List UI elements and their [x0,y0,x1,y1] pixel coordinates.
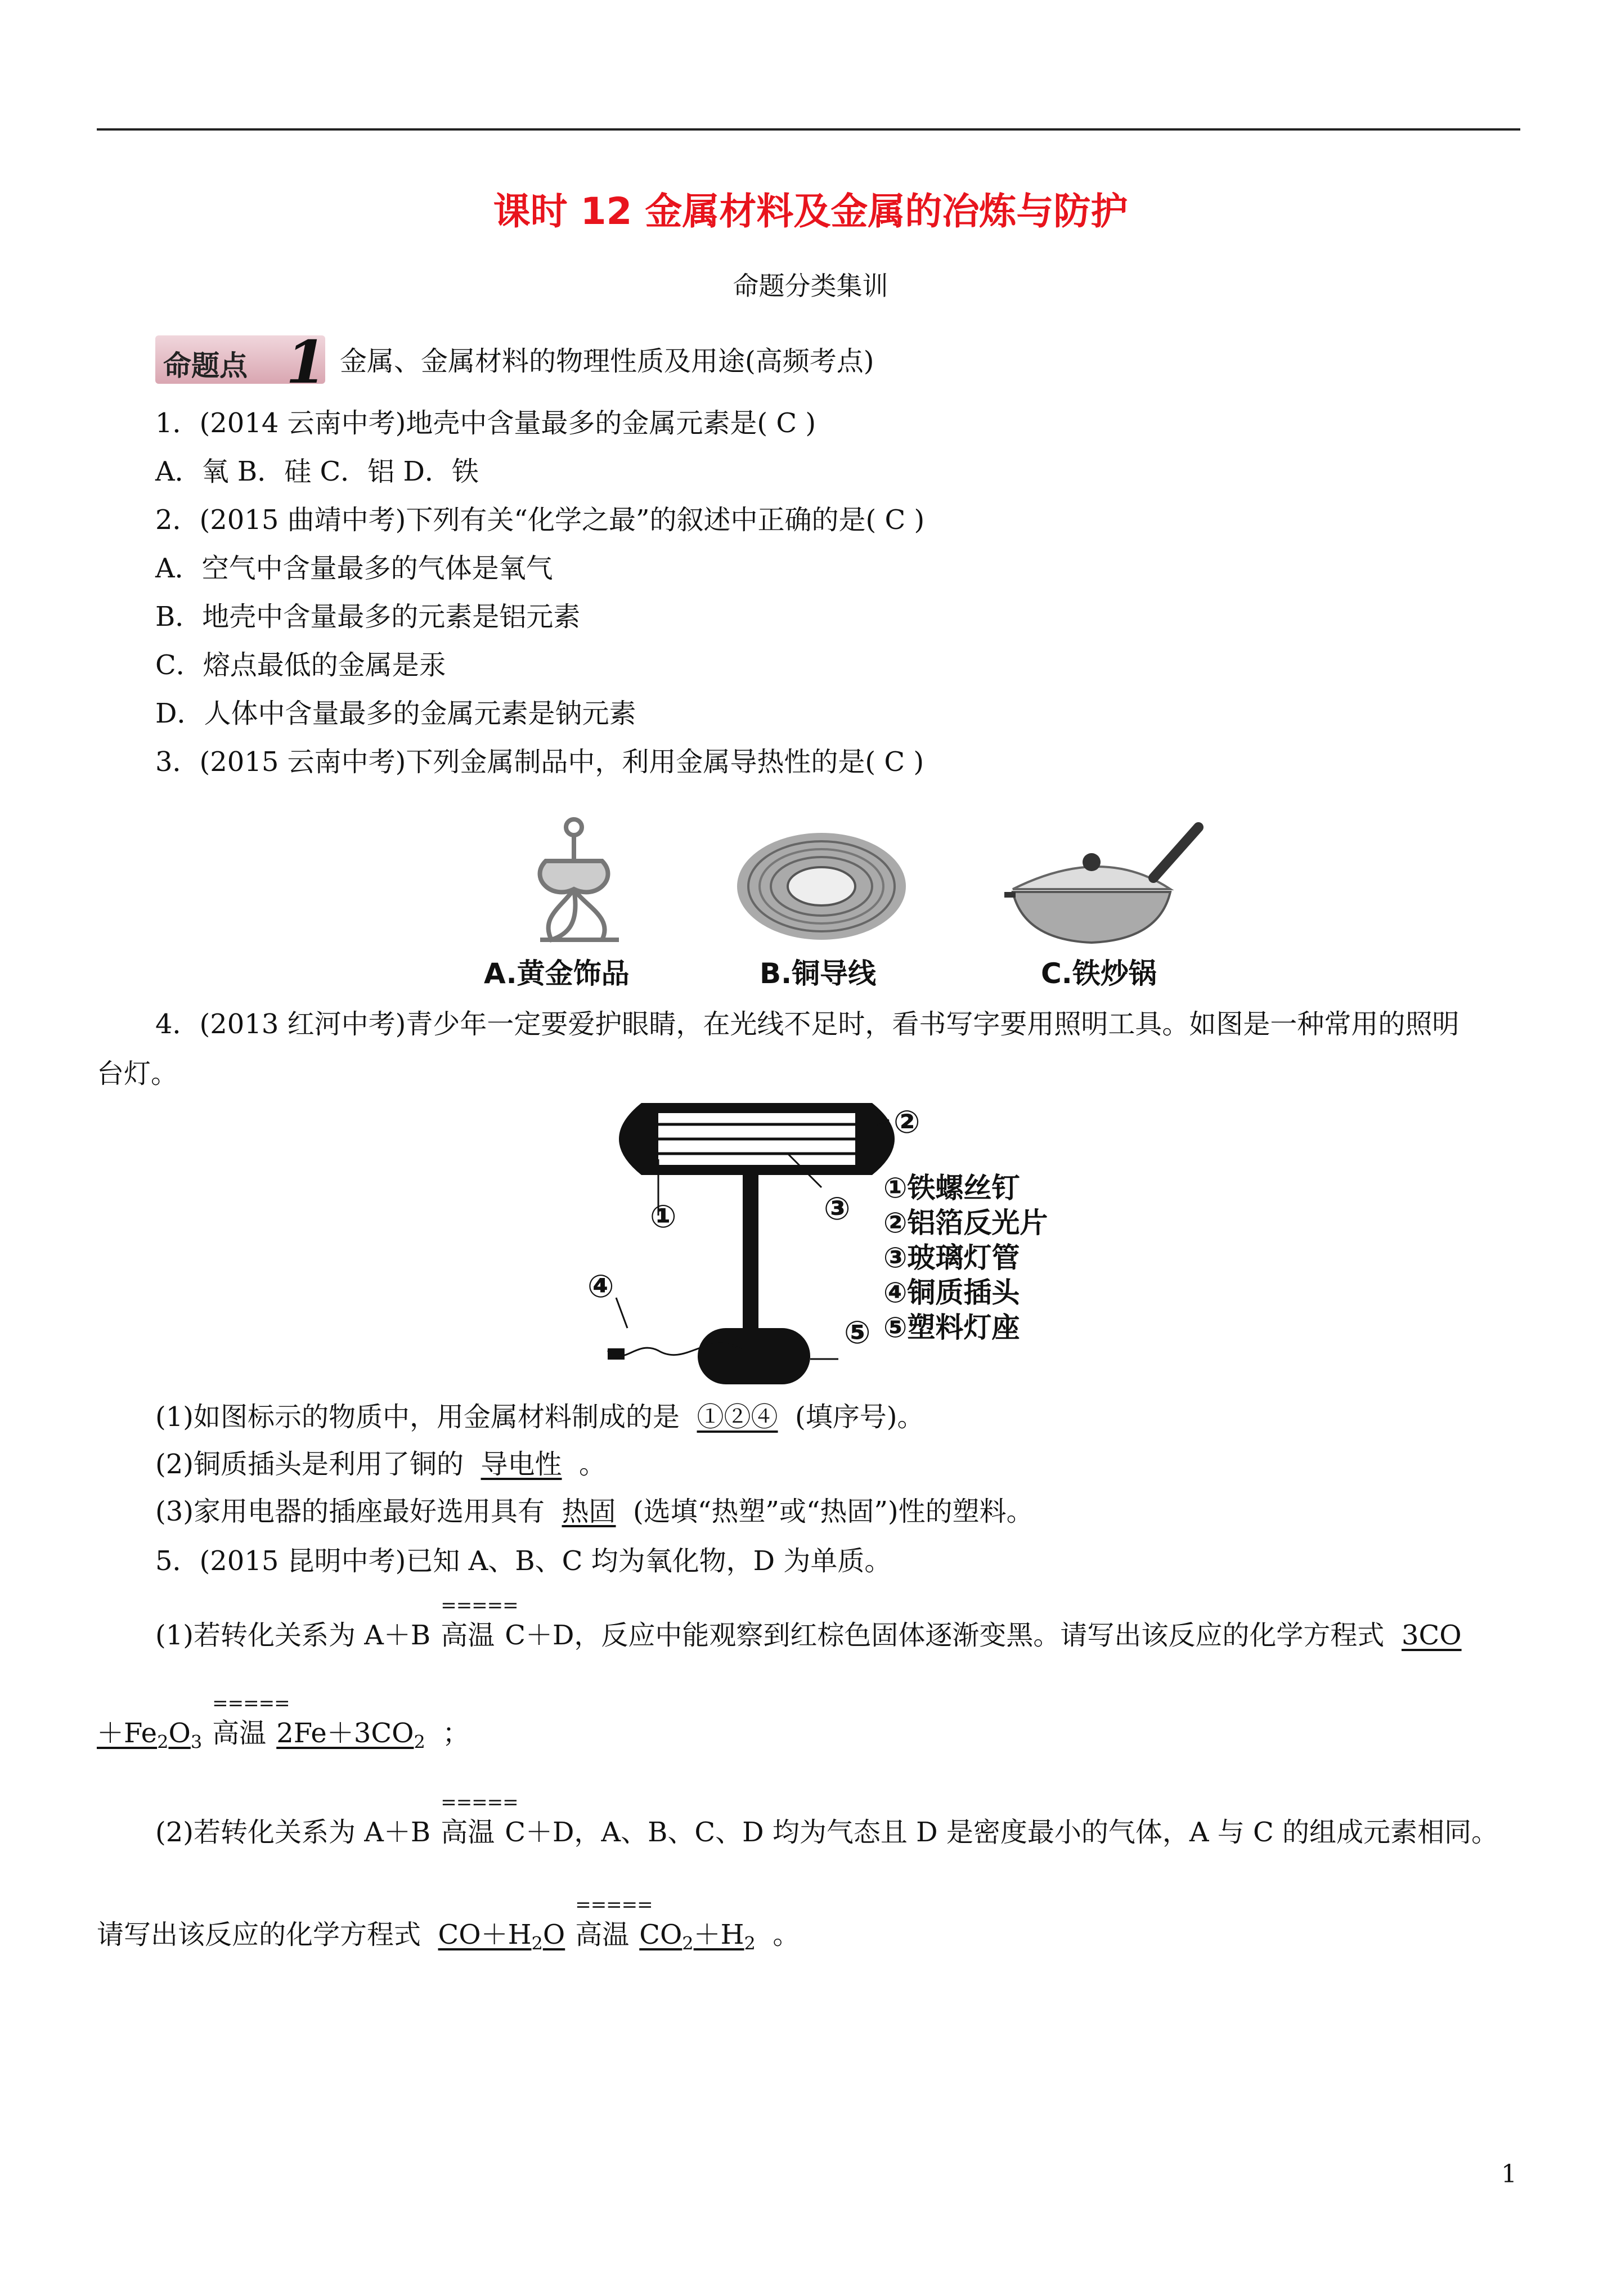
legend-item: ②铝箔反光片 [883,1207,1048,1239]
q3-stem: 3．(2015 云南中考)下列金属制品中，利用金属导热性的是( C ) [155,746,924,778]
q5-part1-answer-a: 3CO [1401,1620,1462,1651]
copper-wire-coil-image [731,827,911,945]
q2-stem: 2．(2015 曲靖中考)下列有关“化学之最”的叙述中正确的是( C ) [155,504,925,536]
q2-option-d: D．人体中含量最多的金属元素是钠元素 [155,698,636,729]
q1-options: A．氧 B．硅 C．铝 D．铁 [155,456,479,487]
q4-part3: (3)家用电器的插座最好选用具有 热固 (选填“热塑”或“热固”)性的塑料。 [155,1496,1034,1527]
q4-part2-answer: 导电性 [481,1449,562,1480]
desk-lamp-diagram [574,1103,934,1384]
caption-gold-jewelry: A.黄金饰品 [484,957,630,990]
badge-number: 1 [286,328,327,397]
q4-part1: (1)如图标示的物质中，用金属材料制成的是 ①②④ (填序号)。 [155,1401,924,1433]
q5-part2-answer-b: $CO_2+H_2$ [639,1919,756,1954]
reaction-condition: ===== 高温 [212,1692,290,1749]
q4-part2: (2)铜质插头是利用了铜的 导电性 。 [155,1449,607,1480]
q5-part1-answer-c: $2Fe+3CO_2$ [276,1717,425,1753]
q2-option-c: C．熔点最低的金属是汞 [155,649,446,681]
header-rule [97,128,1520,131]
q5-part1-answer-b: $+Fe_2O_3$ [97,1717,203,1753]
q4-part3-answer: 热固 [562,1496,616,1527]
section-title: 金属、金属材料的物理性质及用途(高频考点) [340,346,874,377]
q5-stem: 5．(2015 昆明中考)已知 A、B、C 均为氧化物，D 为单质。 [155,1545,892,1577]
q5-part2-line1: (2)若转化关系为 A＋B ===== 高温 C＋D，A、B、C、D 均为气态且 D 是密度最小的气体，A 与 C 的组成元素相同。 [155,1791,1499,1848]
legend-item: ④铜质插头 [883,1276,1020,1309]
q5-part2-answer-a: $CO+H_2O$ [438,1919,565,1954]
badge-text: 命题点 [163,349,248,382]
reaction-condition: ===== 高温 [441,1791,518,1848]
page-title: 课时 12 金属材料及金属的冶炼与防护 [493,190,1128,233]
marker-2: ② [893,1104,920,1141]
page-subtitle: 命题分类集训 [733,271,888,301]
marker-5: ⑤ [844,1315,871,1351]
q4-stem-line1: 4．(2013 红河中考)青少年一定要爱护眼睛，在光线不足时，看书写字要用照明工具。如图是一种常用的照明 [155,1008,1460,1040]
q1-stem: 1．(2014 云南中考)地壳中含量最多的金属元素是( C ) [155,407,816,439]
page-number: 1 [1501,2160,1517,2189]
q4-stem-line2: 台灯。 [97,1058,178,1089]
gold-jewelry-image [506,810,653,951]
q5-part2-line2: 请写出该反应的化学方程式 $CO+H_2O$ ===== 高温 $CO_2+H_2$ 。 [97,1894,800,1954]
reaction-condition: ===== 高温 [441,1594,518,1651]
caption-iron-wok: C.铁炒锅 [1041,957,1157,990]
legend-item: ③玻璃灯管 [883,1241,1020,1274]
marker-1: ① [650,1199,677,1235]
caption-copper-wire: B.铜导线 [760,957,877,990]
reaction-condition: ===== 高温 [575,1894,653,1950]
q5-part1-line2: $+Fe_2O_3$ ===== 高温 $2Fe+3CO_2$ ； [97,1692,470,1753]
lamp-legend [883,1171,1048,1345]
q4-part1-answer: ①②④ [697,1401,778,1433]
marker-3: ③ [824,1191,851,1227]
q2-option-b: B．地壳中含量最多的元素是铝元素 [155,601,581,633]
q2-option-a: A．空气中含量最多的气体是氧气 [155,553,553,584]
q5-part1-line1: (1)若转化关系为 A＋B ===== 高温 C＋D，反应中能观察到红棕色固体逐渐变黑。请写出该反应的化学方程式 3CO [155,1594,1462,1651]
marker-4: ④ [587,1268,614,1305]
section-badge [155,328,327,397]
iron-wok-image [1002,810,1204,951]
legend-item: ①铁螺丝钉 [883,1172,1020,1204]
legend-item: ⑤塑料灯座 [883,1311,1020,1344]
